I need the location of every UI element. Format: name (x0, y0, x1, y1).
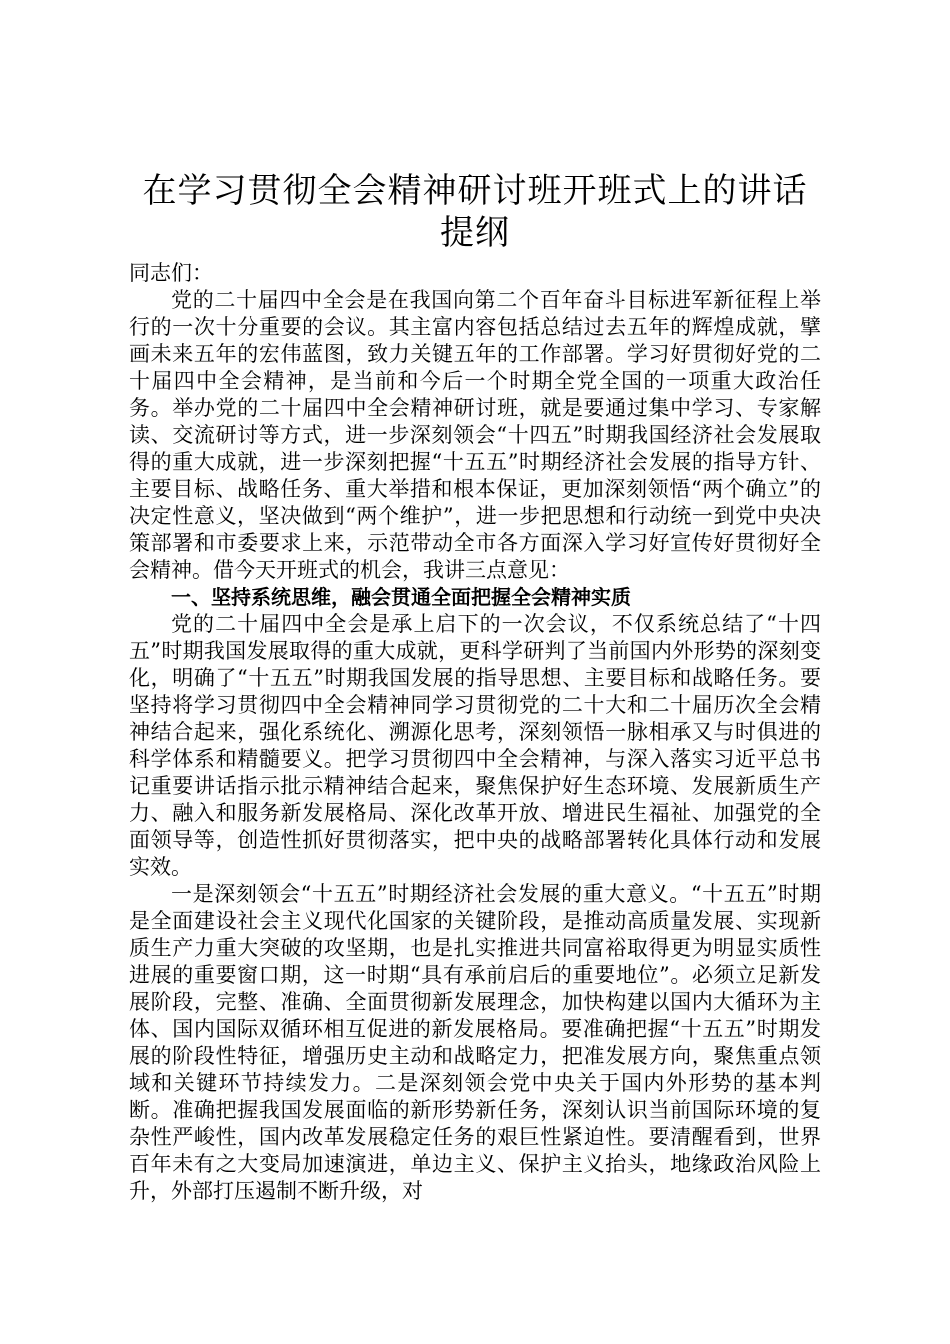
section-1-paragraph-2: 一是深刻领会“十五五”时期经济社会发展的重大意义。“十五五”时期是全面建设社会主义现代化国家的关键阶段，是推动高质量发展、实现新质生产力重大突破的攻坚期，也是扎实推进共同富裕取得更为明显实质性进展的重要窗口期，这一时期“具有承前启后的重要地位”。必须立足新发展阶段，完整、准确、全面贯彻新发展理念，加快构建以国内大循环为主体、国内国际双循环相互促进的新发展格局。要准确把握“十五五”时期发展的阶段性特征，增强历史主动和战略定力，把准发展方向，聚焦重点领域和关键环节持续发力。二是深刻领会党中央关于国内外形势的基本判断。准确把握我国发展面临的新形势新任务，深刻认识当前国际环境的复杂性严峻性，国内改革发展稳定任务的艰巨性紧迫性。要清醒看到，世界百年未有之大变局加速演进，单边主义、保护主义抬头，地缘政治风险上升，外部打压遏制不断升级，对 (129, 882, 821, 1203)
document-page (129, 170, 821, 1205)
section-1-heading: 一、坚持系统思维，融会贯通全面把握全会精神实质 (171, 585, 631, 609)
intro-paragraph: 党的二十届四中全会是在我国向第二个百年奋斗目标进军新征程上举行的一次十分重要的会议。其主富内容包括总结过去五年的辉煌成就，擘画未来五年的宏伟蓝图，致力关键五年的工作部署。学习好贯彻好党的二十届四中全会精神，是当前和今后一个时期全党全国的一项重大政治任务。举办党的二十届四中全会精神研讨班，就是要通过集中学习、专家解读、交流研讨等方式，进一步深刻领会“十四五”时期我国经济社会发展取得的重大成就，进一步深刻把握“十五五”时期经济社会发展的指导方针、主要目标、战略任务、重大举措和根本保证，更加深刻领悟“两个确立”的决定性意义，坚决做到“两个维护”，进一步把思想和行动统一到党中央决策部署和市委要求上来，示范带动全市各方面深入学习好宣传好贯彻好全会精神。借今天开班式的机会，我讲三点意见： (129, 288, 821, 582)
salutation: 同志们： (129, 261, 213, 285)
document-title: 在学习贯彻全会精神研讨班开班式上的讲话提纲 (142, 171, 808, 253)
section-1-paragraph-1: 党的二十届四中全会是承上启下的一次会议，不仅系统总结了“十四五”时期我国发展取得的重大成就，更科学研判了当前国内外形势的深刻变化，明确了“十五五”时期我国发展的指导思想、主要目标和战略任务。要坚持将学习贯彻四中全会精神同学习贯彻党的二十大和二十届历次全会精神结合起来，强化系统化、溯源化思考，深刻领悟一脉相承又与时俱进的科学体系和精髓要义。把学习贯彻四中全会精神，与深入落实习近平总书记重要讲话指示批示精神结合起来，聚焦保护好生态环境、发展新质生产力、融入和服务新发展格局、深化改革开放、增进民生福祉、加强党的全面领导等，创造性抓好贯彻落实，把中央的战略部署转化具体行动和发展实效。 (129, 612, 821, 879)
